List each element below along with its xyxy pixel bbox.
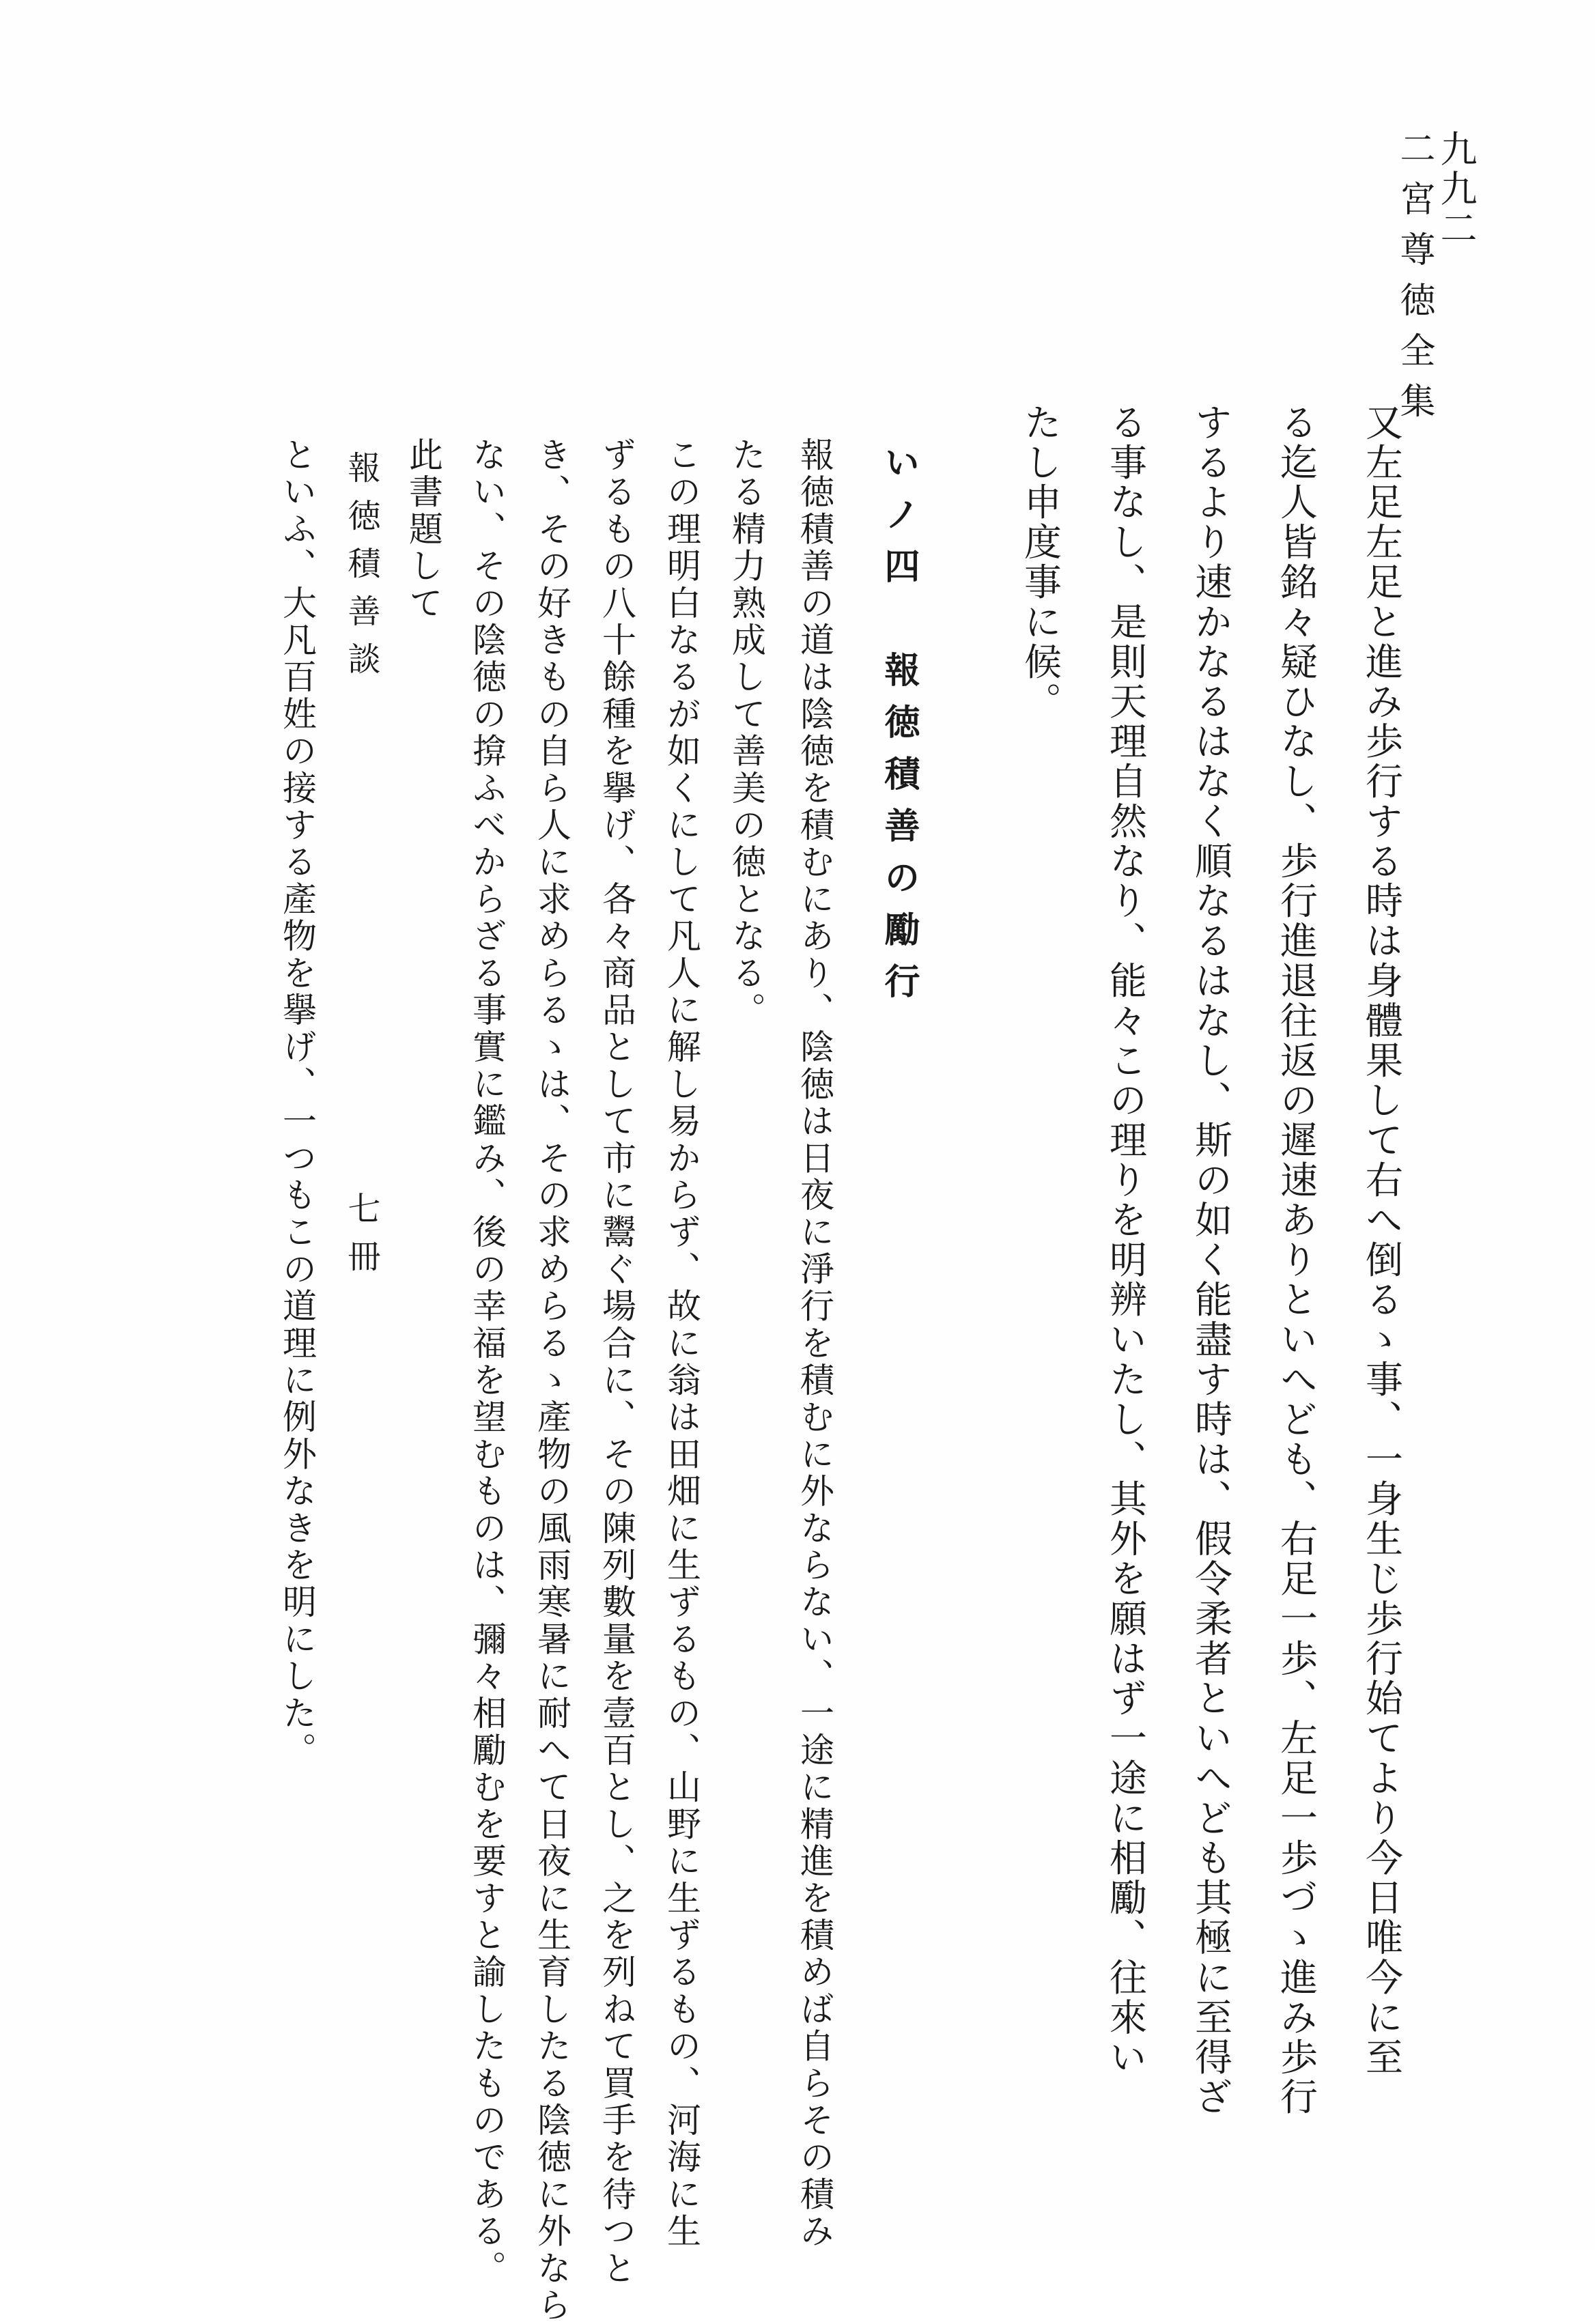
body-line: 報徳積善の道は陰徳を積むにあり、陰徳は日夜に淨行を積むに外ならない、一途に精進を積めば自らその積み (795, 437, 834, 2250)
body-line: る迄人皆銘々疑ひなし、歩行進退往返の遲速ありといへども、右足一歩、左足一歩づゝ進み歩行 (1274, 403, 1318, 2118)
body-line: するより速かなるはなく順なるはなし、斯の如く能盡す時は、假令柔者といへども其極に至得ざ (1189, 403, 1232, 2118)
body-line: たし申度事に候。 (1018, 403, 1062, 722)
body-line: この理明白なるが如くにして凡人に解し易からず、故に翁は田畑に生ずるもの、山野に生ずるもの、河海に生 (662, 437, 701, 2250)
running-title: 二宮尊徳全集 (1394, 130, 1435, 433)
body-line: き、その好きもの自ら人に求めらるゝは、その求めらるゝ產物の風雨寒暑に耐へて日夜に生育したる陰徳に外なら (532, 437, 571, 2324)
body-line: る事なし、是則天理自然なり、能々この理りを明辨いたし、其外を願はず一途に相勵、往來い (1103, 403, 1147, 2078)
body-line-closing: といふ、大凡百姓の接する產物を擧げ、一つもこの道理に例外なきを明にした。 (277, 437, 317, 1770)
page-number: 九九二 (1435, 130, 1478, 249)
section-heading: いノ四 報徳積善の勵行 (878, 444, 920, 1015)
citation-title: 報徳積善談 (342, 451, 380, 690)
citation-volume: 七冊 (342, 1191, 380, 1287)
body-line: 又左足左足と進み歩行する時は身體果して右へ倒るゝ事、一身生じ歩行始てより今日唯今に至 (1359, 403, 1403, 2078)
body-line: ずるもの八十餘種を擧げ、各々商品として市に鬻ぐ場合に、その陳列數量を壹百とし、之を列ねて買手を待つと (597, 437, 636, 2287)
body-line: たる精力熟成して善美の徳となる。 (726, 437, 766, 1030)
body-line: 此書題して (404, 437, 443, 622)
body-line: ない、その陰徳の揜ふべからざる事實に鑑み、後の幸福を望むものは、彌々相勵むを要すと諭したものである。 (467, 437, 507, 2287)
